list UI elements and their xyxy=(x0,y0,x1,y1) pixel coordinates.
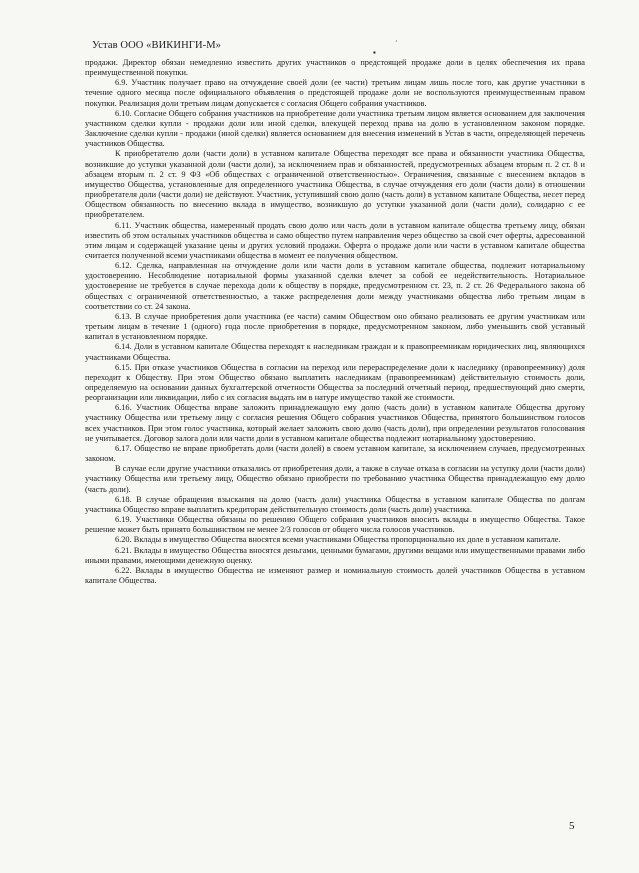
paragraph: К приобретателю доли (части доли) в уставном капитале Общества переходят все права и обязанности участника Общества, возникшие до уступки указанной доли (части доли), за исключением прав и обязанностей, предусмотренных абзацем вторым п. 2 ст. 8 и абзацем вторым п. 2 ст. 9 ФЗ «Об обществах с ограниченной ответственностью». Ограничения, связанные с внесением вкладов в имущество Общества, установленные для определенного участника Общества, в случае отчуждения его доли (части доли) в отношении приобретателя доли (части доли) не действуют. Участник, уступивший свою долю (часть доли) в уставном капитале Общества, несет перед Обществом обязанность по внесению вклада в имущество, возникшую до уступки указанной доли (части доли), солидарно с ее приобретателем. xyxy=(85,149,585,220)
paragraph: 6.12. Сделка, направленная на отчуждение доли или части доли в уставном капитале общества, подлежит нотариальному удостоверению. Несоблюдение нотариальной формы указанной сделки влечет за собой ее недействительность. Нотариальное удостоверение не требуется в случае перехода доли к обществу в порядке, предусмотренном ст. 23, п. 2 ст. 26 Федерального закона об обществах с ограниченной ответственностью, а также распределения доли между участниками общества либо третьим лицам в соответствии со ст. 24 закона. xyxy=(85,261,585,311)
paragraph: 6.22. Вклады в имущество Общества не изменяют размер и номинальную стоимость долей участников Общества в уставном капитале Общества. xyxy=(85,565,585,585)
paragraph: продажи. Директор обязан немедленно известить других участников о предстоящей продаже доли в целях обеспечения их права преимущественной покупки. xyxy=(85,58,585,78)
page-number: 5 xyxy=(569,820,575,832)
paragraph: 6.14. Доли в уставном капитале Общества переходят к наследникам граждан и к правопреемникам юридических лиц, являющихся участниками Общества. xyxy=(85,342,585,362)
paragraph: 6.21. Вклады в имущество Общества вносятся деньгами, ценными бумагами, другими вещами или имущественными правами либо иными правами, имеющими денежную оценку. xyxy=(85,545,585,565)
paragraph: 6.19. Участники Общества обязаны по решению Общего собрания участников вносить вклады в имущество Общества. Такое решение может быть принято большинством не менее 2/3 голосов от общего числа голосов участников. xyxy=(85,515,585,535)
paragraph: 6.13. В случае приобретения доли участника (ее части) самим Обществом оно обязано реализовать ее другим участникам или третьим лицам в течение 1 (одного) года после приобретения в порядке, предусмотренном законом, либо уменьшить свой уставный капитал в установленном порядке. xyxy=(85,311,585,342)
paragraph: 6.18. В случае обращения взыскания на долю (часть доли) участника Общества в уставном капитале Общества по долгам участника Общество вправе выплатить кредиторам действительную стоимость доли (часть доли) участника. xyxy=(85,494,585,514)
document-body xyxy=(85,58,585,586)
scan-speck: · xyxy=(395,37,398,46)
paragraph: 6.15. При отказе участников Общества в согласии на переход или перераспределение доли к наследнику (правопреемнику) доля переходит к Обществу. При этом Общество обязано выплатить наследникам (правопреемникам) действительную стоимость доли, определяемую на основании данных бухгалтерской отчетности Общества за последний отчетный период, предшествующий дню смерти, реорганизации или ликвидации, либо с их согласия выдать им в натуре имущество такой же стоимости. xyxy=(85,362,585,403)
paragraph: 6.11. Участник общества, намеренный продать свою долю или часть доли в уставном капитале общества третьему лицу, обязан известить об этом остальных участников общества и само общество путем направления через общество за свой счет оферты, адресованной этим лицам и содержащей указание цены и других условий продажи. Оферта о продаже доли или части в уставном капитале общества считается полученной всеми участниками общества в момент ее получения обществом. xyxy=(85,220,585,260)
paragraph: 6.17. Общество не вправе приобретать доли (части долей) в своем уставном капитале, за исключением случаев, предусмотренных законом. xyxy=(85,443,585,464)
paragraph: В случае если другие участники отказались от приобретения доли, а также в случае отказа в согласии на уступку доли (части доли) участнику Общества или третьему лицу, Общество обязано приобрести по требованию участника Общества принадлежащую ему долю (часть доли). xyxy=(85,464,585,494)
paragraph: 6.9. Участник получает право на отчуждение своей доли (ее части) третьим лицам лишь после того, как другие участники в течение одного месяца после официального объявления о предстоящей продаже доли не воспользуются преимущественным правом покупки. Реализация доли третьим лицам допускается с согласия Общего собрания участников. xyxy=(85,78,585,108)
paragraph: 6.20. Вклады в имущество Общества вносятся всеми участниками Общества пропорционально их доле в уставном капитале. xyxy=(115,535,561,545)
document-header: Устав ООО «ВИКИНГИ-М» xyxy=(92,40,222,51)
scan-speck: ▪ xyxy=(373,48,376,57)
paragraph: 6.10. Согласие Общего собрания участников на приобретение доли участника третьим лицом является основанием для заключения участником сделки купли - продажи доли или иной сделки, влекущей переход права на долю в установленном законом порядке. Заключение сделки купли - продажи (иной сделки) является основанием для внесения изменений в Устав в части, определяющей перечень участников Общества. xyxy=(85,108,585,149)
paragraph: 6.16. Участник Общества вправе заложить принадлежащую ему долю (часть доли) в уставном капитале Общества другому участнику Общества или третьему лицу с согласия решения Общего собрания участников Общества, принятого большинством голосов всех участников. При этом голос участника, который желает заложить свою долю (часть доли), при определении результатов голосования не учитывается. Договор залога доли или части доли в уставном капитале общества подлежит нотариальному удостоверению. xyxy=(85,403,585,443)
